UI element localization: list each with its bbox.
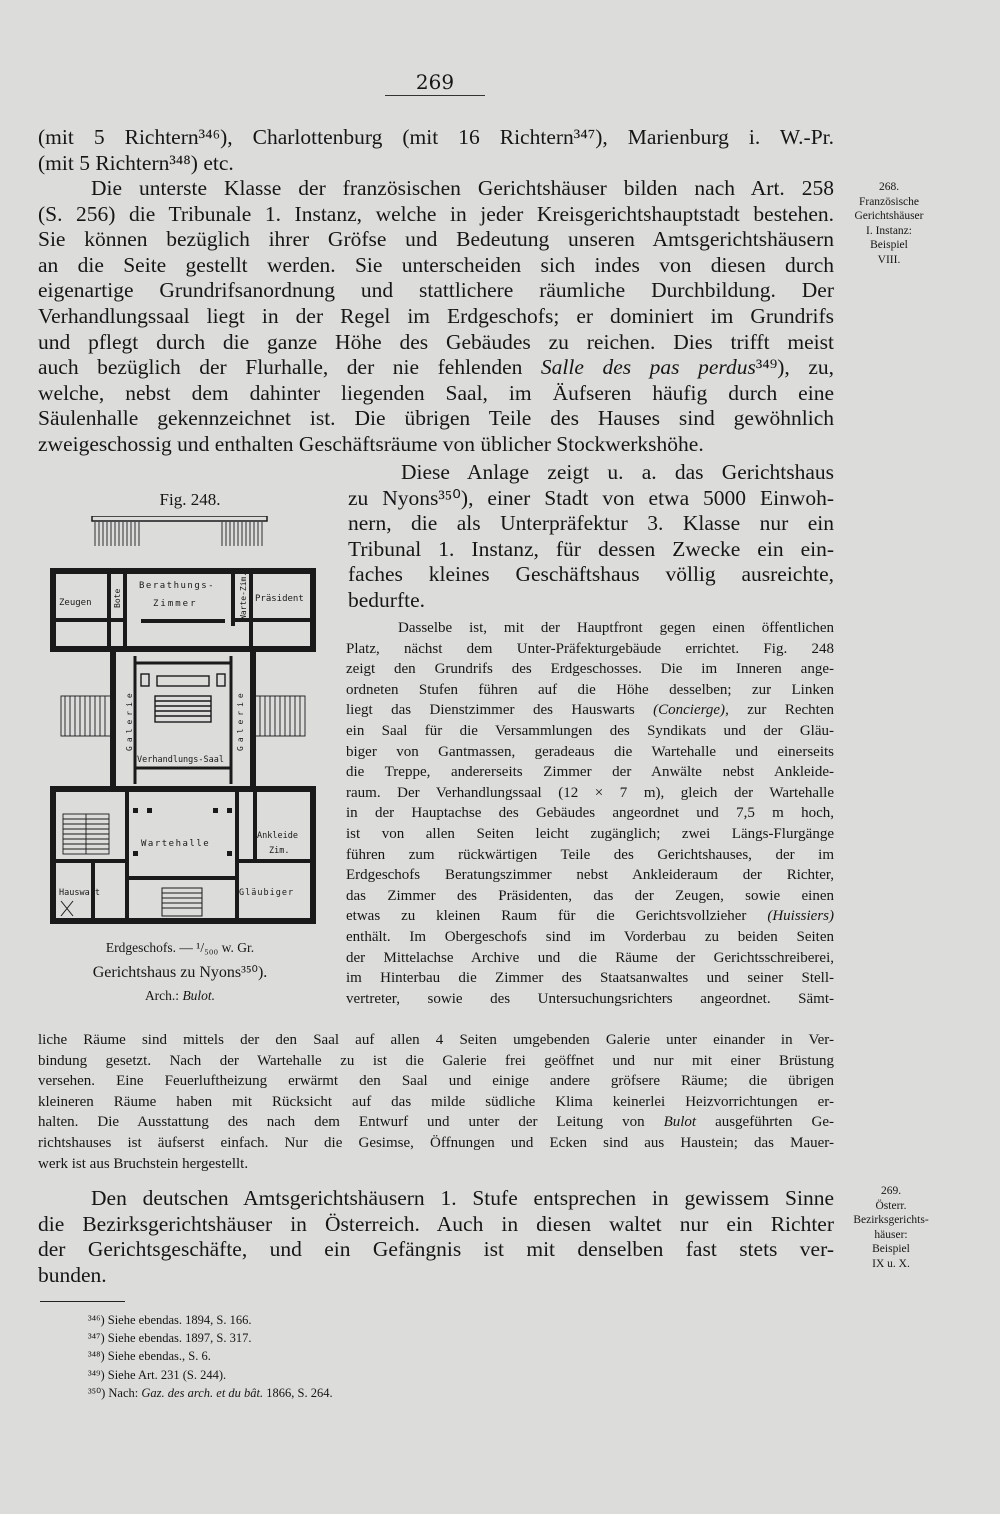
room-label: Warte-Zim. <box>239 571 248 620</box>
plan-entry-steps <box>162 888 202 916</box>
small-paragraph-full <box>38 1030 834 1174</box>
margin-line: Österr. <box>875 1199 907 1212</box>
italic-term: (Huissiers) <box>767 908 834 925</box>
margin-line: Beispiel <box>872 1243 910 1255</box>
footnote-text: ³⁵⁰) Nach: <box>88 1385 139 1400</box>
text-line: der Mittelachse Archive und die Räume der Gerichtsschreiberei, <box>346 949 834 966</box>
plan-hauswart-mark <box>61 901 73 916</box>
plan-balcony <box>92 516 267 521</box>
paragraph-268 <box>38 176 834 458</box>
margin-line: Französische <box>858 195 920 208</box>
text-segment: ³⁴⁹), zu, <box>755 355 834 380</box>
text-line: kleineren Räume haben mit Rücksicht auf das milde südliche Klima keinerlei Heizvorrichtungen er- <box>38 1093 834 1110</box>
text-line: liche Räume sind mittels der den Saal auf allen 4 Seiten umgebenden Galerie unter einander in Ver- <box>38 1032 834 1048</box>
text-line: ist von allen Seiten leicht zugänglich; zwei Längs-Flurgänge <box>346 825 834 842</box>
text-segment: liegt das Dienstzimmer des Hauswarts <box>346 702 635 719</box>
text-line: Diese Anlage zeigt u. a. das Gerichtshaus <box>401 460 834 484</box>
margin-line: VIII. <box>877 253 901 266</box>
margin-line: IX u. X. <box>872 1257 910 1270</box>
text-line: der Gerichtsgeschäfte, und ein Gefängnis ist mit denselben fast stets ver- <box>38 1237 834 1262</box>
text-line <box>346 700 834 721</box>
text-segment: etwas zu kleinen Raum für die Gerichtsvollzieher <box>346 908 747 925</box>
text-line: zweigeschossig und enthalten Geschäftsräume von üblicher Stockwerkshöhe. <box>38 431 704 456</box>
paragraph-nyons <box>348 460 834 614</box>
room-label: Gläubiger <box>239 888 295 898</box>
text-line: (mit 5 Richtern³⁴⁸) etc. <box>38 150 234 175</box>
room-label: Zim. <box>269 846 290 856</box>
room-label: Wartehalle <box>141 839 211 849</box>
text-segment: , zur Rechten <box>725 702 834 719</box>
page-number-rule <box>385 95 485 96</box>
text-segment: halten. Die Ausstattung des nach dem Entwurf und unter der Leitung von <box>38 1114 645 1131</box>
paragraph-269 <box>38 1186 834 1288</box>
room-label: Galerie <box>125 689 134 751</box>
text-line: bindung gesetzt. Nach der Wartehalle zu ist die Galerie frei geöffnet und nur mit einer Brüstung <box>38 1052 834 1069</box>
text-line <box>38 1112 834 1133</box>
text-line <box>38 355 834 381</box>
room-label: Bote <box>113 588 122 608</box>
plan-balustrade <box>95 522 262 546</box>
margin-line: 269. <box>880 1185 902 1197</box>
text-line: nern, die als Unterpräfektur 3. Klasse nur ein <box>348 511 834 536</box>
plan-central-steps <box>141 674 225 722</box>
text-line: vertreter, sowie des Untersuchungsrichters angeordnet. Sämt- <box>346 990 834 1007</box>
intro-paragraph <box>38 125 834 176</box>
footnote: ³⁴⁸) Siehe ebendas., S. 6. <box>88 1349 211 1364</box>
text-line: die Bezirksgerichtshäuser in Österreich. Auch in diesen waltet nur ein Richter <box>38 1211 834 1236</box>
figure-title: Fig. 248. <box>159 490 221 509</box>
footnotes <box>88 1311 333 1402</box>
text-segment: auch bezüglich der Flurhalle, der nie fehlenden <box>38 355 523 380</box>
text-line: eigenartige Grundrifsanordnung und stattlichere räumliche Durchbildung. Der <box>38 278 834 303</box>
text-line: ordneten Stufen führen auf die Höhe desselben; zur Linken <box>346 681 834 698</box>
text-line: bedurfte. <box>348 587 426 612</box>
small-paragraph-column <box>346 618 834 1009</box>
text-line: Dasselbe ist, mit der Hauptfront gegen einen öffentlichen <box>398 620 834 636</box>
margin-line: I. Instanz: <box>866 224 912 237</box>
text-line: (S. 256) die Tribunale 1. Instanz, welche in jeder Kreisgerichtshauptstadt bestehen. <box>38 201 834 226</box>
text-line <box>346 906 834 927</box>
text-line: das Zimmer des Präsidenten, das der Zeugen, sowie einen <box>346 887 834 904</box>
text-line: Platz, nächst dem Unter-Präfekturgebäude errichtet. Fig. 248 <box>346 640 834 657</box>
figure-caption-architect <box>100 988 260 1004</box>
floor-plan-figure <box>37 516 327 938</box>
text-line: zeigt den Grundrifs des Erdgeschosses. Die im Inneren ange- <box>346 661 834 678</box>
room-label: Zeugen <box>59 598 92 608</box>
footnote-text: 1866, S. 264. <box>266 1385 333 1400</box>
figure-caption-title: Gerichtshaus zu Nyons³⁵⁰). <box>92 964 268 981</box>
room-label: Verhandlungs-Saal <box>137 755 224 765</box>
italic-term: (Concierge) <box>653 702 726 719</box>
margin-line: 268. <box>878 181 900 193</box>
text-line: an die Seite gestellt werden. Sie unterscheiden sich indes von diesen durch <box>38 252 834 277</box>
page-number: 269 <box>415 70 455 94</box>
margin-note-268 <box>836 180 942 267</box>
room-label: Galerie <box>236 689 245 751</box>
text-line: zu Nyons³⁵⁰), einer Stadt von etwa 5000 Einwoh- <box>348 485 834 510</box>
room-label: Präsident <box>255 594 304 604</box>
footnote-source: Gaz. des arch. et du bât. <box>141 1385 264 1400</box>
margin-line: häuser: <box>874 1228 908 1241</box>
text-line: bunden. <box>38 1262 107 1287</box>
text-line: und pflegt durch die ganze Höhe des Gebäudes zu reichen. Dies trifft meist <box>38 329 834 354</box>
text-line: raum. Der Verhandlungssaal (12 × 7 m), gleich der Wartehalle <box>346 784 834 801</box>
footnote: ³⁴⁹) Siehe Art. 231 (S. 244). <box>88 1367 227 1382</box>
text-line: Tribunal 1. Instanz, für dessen Zwecke ein ein- <box>348 536 834 561</box>
margin-note-269 <box>836 1184 946 1271</box>
room-label: Berathungs- <box>139 581 216 591</box>
text-line: werk ist aus Bruchstein hergestellt. <box>38 1155 249 1172</box>
text-line: welche, nebst dem dahinter liegenden Saal, im Äufseren häufig durch eine <box>38 380 834 405</box>
text-line: in der Hauptachse des Gebäudes angeordnet und 7,5 m hoch, <box>346 805 834 822</box>
text-line: die Treppe, andererseits Zimmer der Anwälte nebst Ankleide- <box>346 764 834 781</box>
figure-caption-scale: Erdgeschofs. — ¹/₅₀₀ w. Gr. <box>105 940 255 955</box>
footnote-rule <box>40 1301 125 1302</box>
text-line: versehen. Eine Feuerluftheizung erwärmt den Saal und einige andere gröfsere Räume; die übrigen <box>38 1073 834 1090</box>
text-line: (mit 5 Richtern³⁴⁶), Charlottenburg (mit 16 Richtern³⁴⁷), Marienburg i. W.-Pr. <box>38 125 834 149</box>
text-line: Den deutschen Amtsgerichtshäusern 1. Stufe entsprechen in gewissem Sinne <box>91 1186 834 1210</box>
architect-name: Bulot. <box>182 988 216 1003</box>
margin-line: Gerichtshäuser <box>854 210 924 222</box>
text-line: Erdgeschofs Beratungszimmer nebst Ankleideraum der Richter, <box>346 867 834 884</box>
footnote <box>88 1384 333 1402</box>
text-line: faches kleines Geschäftshaus völlig ausreichte, <box>348 562 834 587</box>
plan-stair <box>63 814 109 854</box>
text-line: richtshauses ist äufserst einfach. Nur die Gesimse, Öffnungen und Ecken sind aus Haustein; das Mauer- <box>38 1134 834 1151</box>
margin-line: Beispiel <box>870 239 908 251</box>
caption-label: Arch.: <box>144 988 180 1003</box>
room-label: Ankleide <box>257 831 298 841</box>
text-segment: ausgeführten Ge- <box>715 1114 834 1131</box>
text-line: Sie können bezüglich ihrer Gröfse und Bedeutung unseren Amtsgerichtshäusern <box>38 227 834 252</box>
text-line: biger von Gantmassen, geradeaus die Wartehalle und einerseits <box>346 743 834 760</box>
room-label: Zimmer <box>153 599 198 609</box>
text-line: ein Saal für die Versammlungen des Syndikats und der Gläu- <box>346 722 834 739</box>
text-line: enthält. Im Obergeschofs sind im Vorderbau zu beiden Seiten <box>346 928 834 945</box>
margin-line: Bezirksgerichts- <box>853 1214 929 1226</box>
italic-term: Salle des pas perdus <box>540 355 756 380</box>
italic-term: Bulot <box>663 1114 697 1131</box>
text-line: Verhandlungssaal liegt in der Regel im Erdgeschofs; er dominiert im Grundrifs <box>38 303 834 328</box>
text-line: führen zum rückwärtigen Teile des Gerichtshauses, der im <box>346 846 834 863</box>
room-label: Hauswart <box>59 888 100 898</box>
text-line: Säulenhalle gekennzeichnet ist. Die übrigen Teile des Hauses sind gewöhnlich <box>38 406 834 431</box>
footnote: ³⁴⁷) Siehe ebendas. 1897, S. 317. <box>88 1331 252 1346</box>
footnote: ³⁴⁶) Siehe ebendas. 1894, S. 166. <box>88 1313 252 1327</box>
text-line: im Hinterbau die Zimmer des Staatsanwaltes und seiner Stell- <box>346 970 834 987</box>
text-line: Die unterste Klasse der französischen Gerichtshäuser bilden nach Art. 258 <box>91 176 834 200</box>
